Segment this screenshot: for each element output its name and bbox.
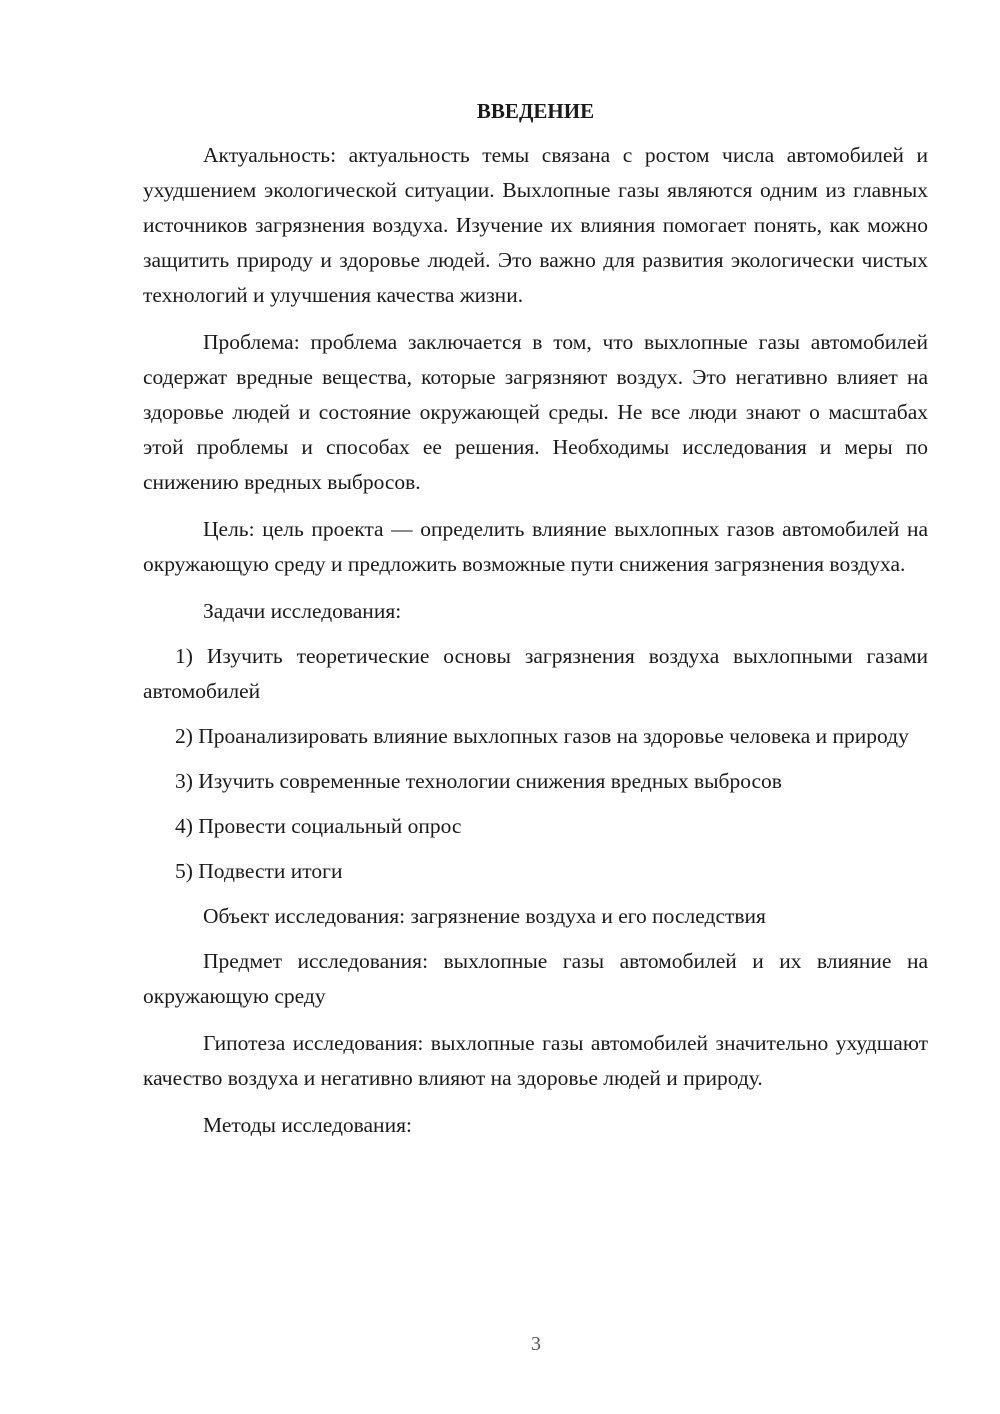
goal-paragraph: Цель: цель проекта — определить влияние выхлопных газов автомобилей на окружающую среду и предложить возможные пути снижения загрязнения воздуха. [143, 517, 928, 576]
object-paragraph: Объект исследования: загрязнение воздуха и его последствия [203, 904, 766, 928]
methods-heading: Методы исследования: [203, 1113, 412, 1137]
section-heading: ВВЕДЕНИЕ [476, 99, 595, 123]
task-item-2: 2) Проанализировать влияние выхлопных газов на здоровье человека и природу [175, 724, 909, 748]
tasks-heading: Задачи исследования: [203, 599, 402, 623]
hypothesis-paragraph: Гипотеза исследования: выхлопные газы автомобилей значительно ухудшают качество воздуха и негативно влияют на здоровье людей и природу. [143, 1031, 928, 1090]
subject-paragraph: Предмет исследования: выхлопные газы автомобилей и их влияние на окружающую среду [143, 949, 928, 1008]
page-number: 3 [531, 1333, 541, 1355]
task-item-4: 4) Провести социальный опрос [175, 814, 462, 838]
task-item-5: 5) Подвести итоги [175, 859, 343, 883]
task-item-3: 3) Изучить современные технологии снижения вредных выбросов [175, 769, 782, 793]
task-item-1: 1) Изучить теоретические основы загрязнения воздуха выхлопными газами автомобилей [143, 644, 928, 703]
problem-paragraph: Проблема: проблема заключается в том, что выхлопные газы автомобилей содержат вредные вещества, которые загрязняют воздух. Это негативно влияет на здоровье людей и состояние окружающей среды. Не все люди знают о масштабах этой проблемы и способах ее решения. Необходимы исследования и меры по снижению вредных выбросов. [143, 330, 928, 494]
page-content [143, 96, 928, 1153]
relevance-paragraph: Актуальность: актуальность темы связана с ростом числа автомобилей и ухудшением экологической ситуации. Выхлопные газы являются одним из главных источников загрязнения воздуха. Изучение их влияния помогает понять, как можно защитить природу и здоровье людей. Это важно для развития экологически чистых технологий и улучшения качества жизни. [143, 143, 928, 307]
